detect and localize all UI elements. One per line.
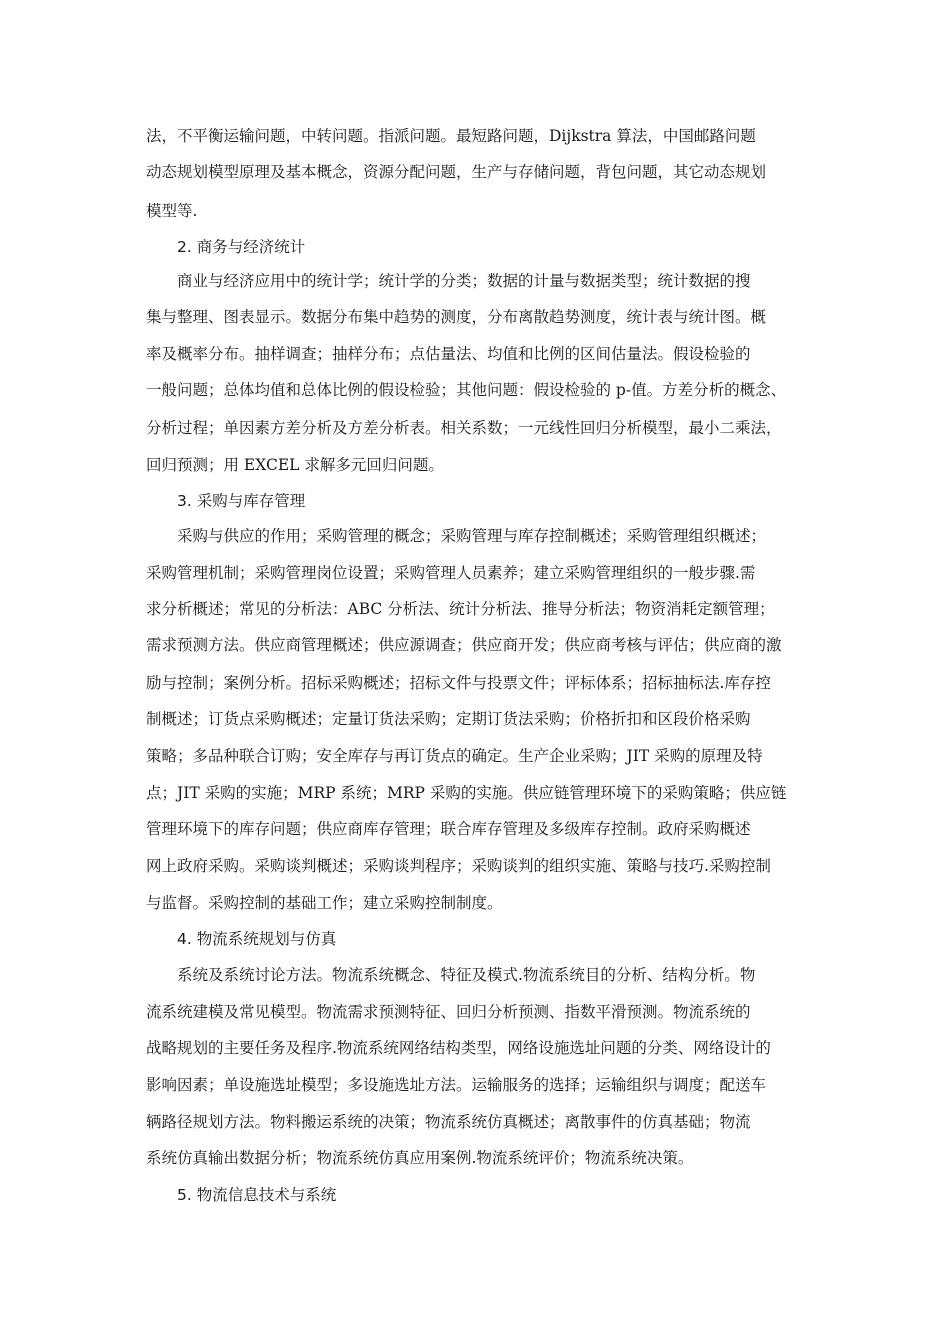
text-line: 点；JIT 采购的实施；MRP 系统；MRP 采购的实施。供应链管理环境下的采购策略；供应链 <box>146 784 787 802</box>
text-line: 需求预测方法。供应商管理概述；供应源调查；供应商开发；供应商考核与评估；供应商的激 <box>146 636 782 654</box>
text-line: 率及概率分布。抽样调查；抽样分布；点估量法、均值和比例的区间估量法。假设检验的 <box>146 345 751 363</box>
text-line: 回归预测；用 EXCEL 求解多元回归问题。 <box>146 456 444 474</box>
text-line: 影响因素；单设施选址模型；多设施选址方法。运输服务的选择；运输组织与调度；配送车 <box>146 1076 767 1094</box>
text-line: 制概述；订货点采购概述；定量订货法采购；定期订货法采购；价格折扣和区段价格采购 <box>146 710 751 728</box>
text-line: 与监督。采购控制的基础工作；建立采购控制制度。 <box>146 894 503 912</box>
text-line: 管理环境下的库存问题；供应商库存管理；联合库存管理及多级库存控制。政府采购概述 <box>146 820 751 838</box>
text-line: 动态规划模型原理及基本概念，资源分配问题，生产与存储问题，背包问题，其它动态规划 <box>146 163 767 181</box>
section-heading: 5. 物流信息技术与系统 <box>177 1186 337 1204</box>
text-line: 一般问题；总体均值和总体比例的假设检验；其他问题：假设检验的 p-值。方差分析的概念、 <box>146 381 787 399</box>
text-line: 辆路径规划方法。物料搬运系统的决策；物流系统仿真概述；离散事件的仿真基础；物流 <box>146 1113 751 1131</box>
section-heading: 4. 物流系统规划与仿真 <box>177 930 337 948</box>
text-line: 励与控制；案例分析。招标采购概述；招标文件与投票文件；评标体系；招标抽标法.库存控 <box>146 674 771 692</box>
text-line: 策略；多品种联合订购；安全库存与再订货点的确定。生产企业采购；JIT 采购的原理及特 <box>146 747 763 765</box>
text-line: 求分析概述；常见的分析法：ABC 分析法、统计分析法、推导分析法；物资消耗定额管理； <box>146 600 775 618</box>
text-line: 商业与经济应用中的统计学；统计学的分类；数据的计量与数据类型；统计数据的搜 <box>177 272 751 290</box>
section-heading: 3. 采购与库存管理 <box>177 492 306 510</box>
text-line: 法，不平衡运输问题，中转问题。指派问题。最短路问题，Dijkstra 算法，中国邮路问题 <box>146 127 756 145</box>
text-line: 战略规划的主要任务及程序.物流系统网络结构类型，网络设施选址问题的分类、网络设计的 <box>146 1039 771 1057</box>
text-line: 采购与供应的作用；采购管理的概念；采购管理与库存控制概述；采购管理组织概述； <box>177 527 767 545</box>
section-heading: 2. 商务与经济统计 <box>177 238 306 256</box>
text-line: 系统仿真输出数据分析；物流系统仿真应用案例.物流系统评价；物流系统决策。 <box>146 1149 694 1167</box>
text-line: 采购管理机制；采购管理岗位设置；采购管理人员素养；建立采购管理组织的一般步骤.需 <box>146 564 756 582</box>
text-line: 网上政府采购。采购谈判概述；采购谈判程序；采购谈判的组织实施、策略与技巧.采购控制 <box>146 857 771 875</box>
text-line: 流系统建模及常见模型。物流需求预测特征、回归分析预测、指数平滑预测。物流系统的 <box>146 1003 751 1021</box>
text-line: 系统及系统讨论方法。物流系统概念、特征及模式.物流系统目的分析、结构分析。物 <box>177 966 756 984</box>
text-line: 集与整理、图表显示。数据分布集中趋势的测度，分布离散趋势测度，统计表与统计图。概 <box>146 308 767 326</box>
text-line: 模型等. <box>146 202 198 220</box>
text-line: 分析过程；单因素方差分析及方差分析表。相关系数；一元线性回归分析模型，最小二乘法， <box>146 419 782 437</box>
